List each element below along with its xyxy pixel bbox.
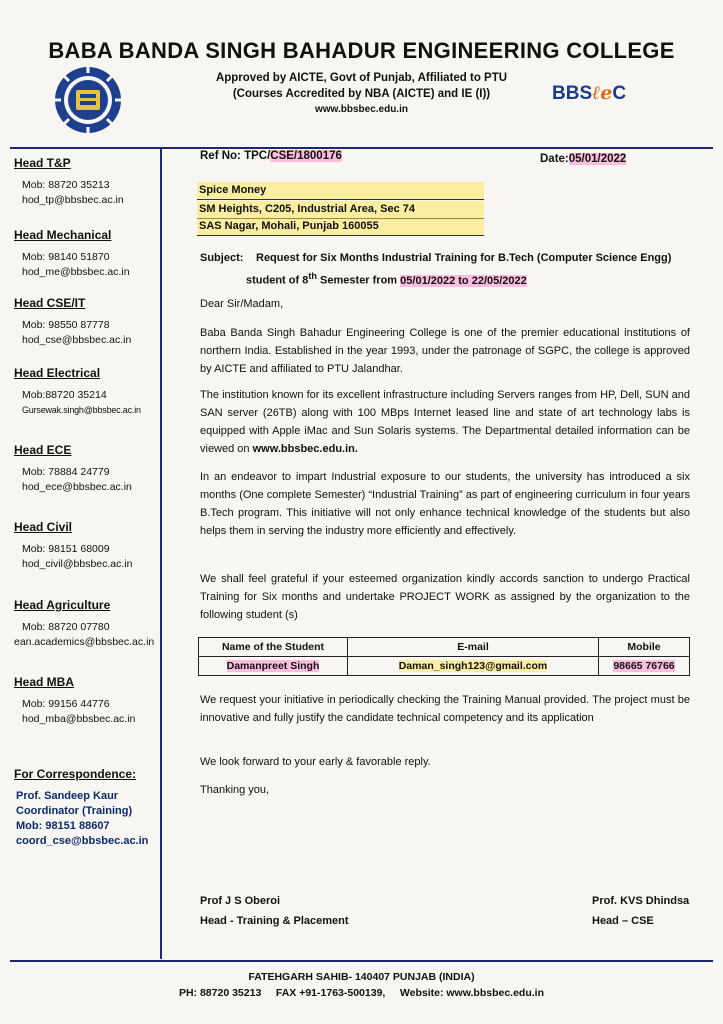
signatory-title: Head - Training & Placement <box>200 915 349 927</box>
column-header-email: E-mail <box>348 638 599 657</box>
paragraph-manual: We request your initiative in periodically checking the Training Manual provided. The project must be innovative and fully justify the candidate technical competency and its application <box>200 694 690 724</box>
subject-semester: 8 <box>302 274 309 287</box>
student-table <box>198 637 690 676</box>
paragraph-reply: We look forward to your early & favorable reply. <box>200 756 431 768</box>
paragraph-intro: Baba Banda Singh Bahadur Engineering College is one of the premier educational institutions of northern India. Established in the year 1993, under the patronage of SGPC, the college is approved by AICTE and affiliated to PTU Jalandhar. <box>200 327 690 375</box>
section-phone: Mob:88720 35214 <box>22 389 107 401</box>
student-name-cell <box>199 657 348 676</box>
section-title: Head CSE/IT <box>14 296 86 310</box>
signatory-name: Prof J S Oberoi <box>200 895 281 907</box>
college-seal-icon <box>52 64 124 136</box>
section-email: hod_cse@bbsbec.ac.in <box>22 334 132 346</box>
table-header-row <box>199 638 690 657</box>
student-email: Daman_singh123@gmail.com <box>398 660 548 672</box>
header-website: www.bbsbec.edu.in <box>315 104 408 115</box>
paragraph-training: In an endeavor to impart Industrial exposure to our students, the university has introduced a six months (One complete Semester) “Industrial Training” as part of engineering curriculum in four years B.Tech program. This initiative will not only enhance technical knowledge of the students but also helps them in serving the industry more efficiently and effectively. <box>200 471 690 537</box>
section-title: Head ECE <box>14 443 72 457</box>
date-label: Date: <box>540 153 569 165</box>
sidebar-section-ece <box>14 443 156 495</box>
section-phone: Mob: 98550 87778 <box>22 319 110 331</box>
coordinator-name: Prof. Sandeep Kaur <box>16 790 119 802</box>
sidebar-section-tp <box>14 156 156 208</box>
subject-semester-suffix: th <box>308 271 317 281</box>
letter-subject <box>200 249 694 290</box>
date-value: 05/01/2022 <box>568 153 627 165</box>
section-email: hod_ece@bbsbec.ac.in <box>22 481 132 493</box>
section-title: Head Electrical <box>14 366 101 380</box>
section-email: ean.academics@bbsbec.ac.in <box>14 636 155 648</box>
college-name: BABA BANDA SINGH BAHADUR ENGINEERING COLLEGE <box>48 38 675 63</box>
section-email: hod_tp@bbsbec.ac.in <box>22 194 124 206</box>
section-title: Head MBA <box>14 675 75 689</box>
subject-text: Request for Six Months Industrial Training for B.Tech (Computer Science Engg) <box>256 252 672 264</box>
section-phone: Mob: 98140 51870 <box>22 251 110 263</box>
logo-text-left: BBS <box>552 83 593 104</box>
section-phone: Mob: 98151 68009 <box>22 543 110 555</box>
section-title: Head Civil <box>14 520 73 534</box>
footer-rule <box>10 960 713 962</box>
section-phone: Mob: 88720 07780 <box>22 621 110 633</box>
section-title: Head Mechanical <box>14 228 112 242</box>
student-email-cell <box>348 657 599 676</box>
footer-address: FATEHGARH SAHIB- 140407 PUNJAB (INDIA) <box>248 971 475 983</box>
coordinator-phone: Mob: 98151 88607 <box>16 820 110 832</box>
ref-prefix: Ref No: TPC/ <box>200 150 271 162</box>
salutation: Dear Sir/Madam, <box>200 298 284 310</box>
section-title: Head T&P <box>14 156 71 170</box>
reference-number <box>200 150 342 162</box>
paragraph-infrastructure <box>200 386 690 458</box>
section-phone: Mob: 78884 24779 <box>22 466 110 478</box>
coordinator-role: Coordinator (Training) <box>16 805 133 817</box>
sidebar-section-cse <box>14 296 156 348</box>
student-mobile-cell <box>599 657 690 676</box>
address-line-1: Spice Money <box>197 182 484 200</box>
bbsbec-logo <box>552 82 626 105</box>
approval-line-1: Approved by AICTE, Govt of Punjab, Affiliated to PTU <box>215 72 508 84</box>
student-mobile: 98665 76766 <box>613 660 675 672</box>
training-period: 05/01/2022 to 22/05/2022 <box>400 274 527 287</box>
address-line-2: SM Heights, C205, Industrial Area, Sec 74 <box>197 201 484 219</box>
student-name: Damanpreet Singh <box>226 660 320 672</box>
section-email: hod_mba@bbsbec.ac.in <box>22 713 136 725</box>
section-phone: Mob: 88720 35213 <box>22 179 110 191</box>
subject-label: Subject: <box>200 252 244 264</box>
paragraph-request: We shall feel grateful if your esteemed organization kindly accords sanction to undergo Practical Training for Six months and undertake PROJECT WORK as assigned by the organization to the following student (s) <box>200 573 690 621</box>
sidebar-correspondence <box>14 767 156 849</box>
subject-from: Semester from <box>317 274 401 287</box>
header-rule <box>10 147 713 149</box>
footer-contact: PH: 88720 35213 FAX +91-1763-500139, Website: www.bbsbec.edu.in <box>178 987 545 999</box>
table-row <box>199 657 690 676</box>
sidebar-section-civil <box>14 520 156 572</box>
logo-text-mid: ℓe <box>592 82 613 104</box>
signatory-name: Prof. KVS Dhindsa <box>592 895 690 907</box>
logo-text-right: C <box>612 83 627 104</box>
signature-left <box>200 891 349 931</box>
section-email: Gursewak.singh@bbsbec.ac.in <box>22 405 141 415</box>
website-link[interactable]: www.bbsbec.edu.in. <box>252 443 358 455</box>
sidebar-section-mechanical <box>14 228 156 280</box>
coordinator-email: coord_cse@bbsbec.ac.in <box>16 835 149 847</box>
section-title: Head Agriculture <box>14 598 111 612</box>
sidebar-section-mba <box>14 675 156 727</box>
letter-date <box>540 153 626 165</box>
signature-right <box>592 891 689 931</box>
infrastructure-text: The institution known for its excellent infrastructure including Servers ranges from HP, Dell, SUN and SAN server (26TB) along with 100 MBps Internet leased line and state of art technology labs is equipped with Apple iMac and Sun Solaris systems. The Departmental detailed information can be viewed on <box>200 389 690 455</box>
closing: Thanking you, <box>200 784 270 796</box>
column-header-name: Name of the Student <box>199 638 348 657</box>
ref-value: CSE/1800176 <box>270 150 342 162</box>
sidebar-section-electrical <box>14 366 156 418</box>
address-line-3: SAS Nagar, Mohali, Punjab 160055 <box>197 218 484 236</box>
signatory-title: Head – CSE <box>592 915 654 927</box>
sidebar-divider <box>160 149 162 959</box>
approval-line-2: (Courses Accredited by NBA (AICTE) and IE (I)) <box>232 88 491 100</box>
section-email: hod_me@bbsbec.ac.in <box>22 266 130 278</box>
sidebar-section-agriculture <box>14 598 156 650</box>
section-email: hod_civil@bbsbec.ac.in <box>22 558 133 570</box>
correspondence-title: For Correspondence: <box>14 767 137 781</box>
column-header-mobile: Mobile <box>599 638 690 657</box>
section-phone: Mob: 99156 44776 <box>22 698 110 710</box>
subject-student-of: student of <box>246 274 303 287</box>
